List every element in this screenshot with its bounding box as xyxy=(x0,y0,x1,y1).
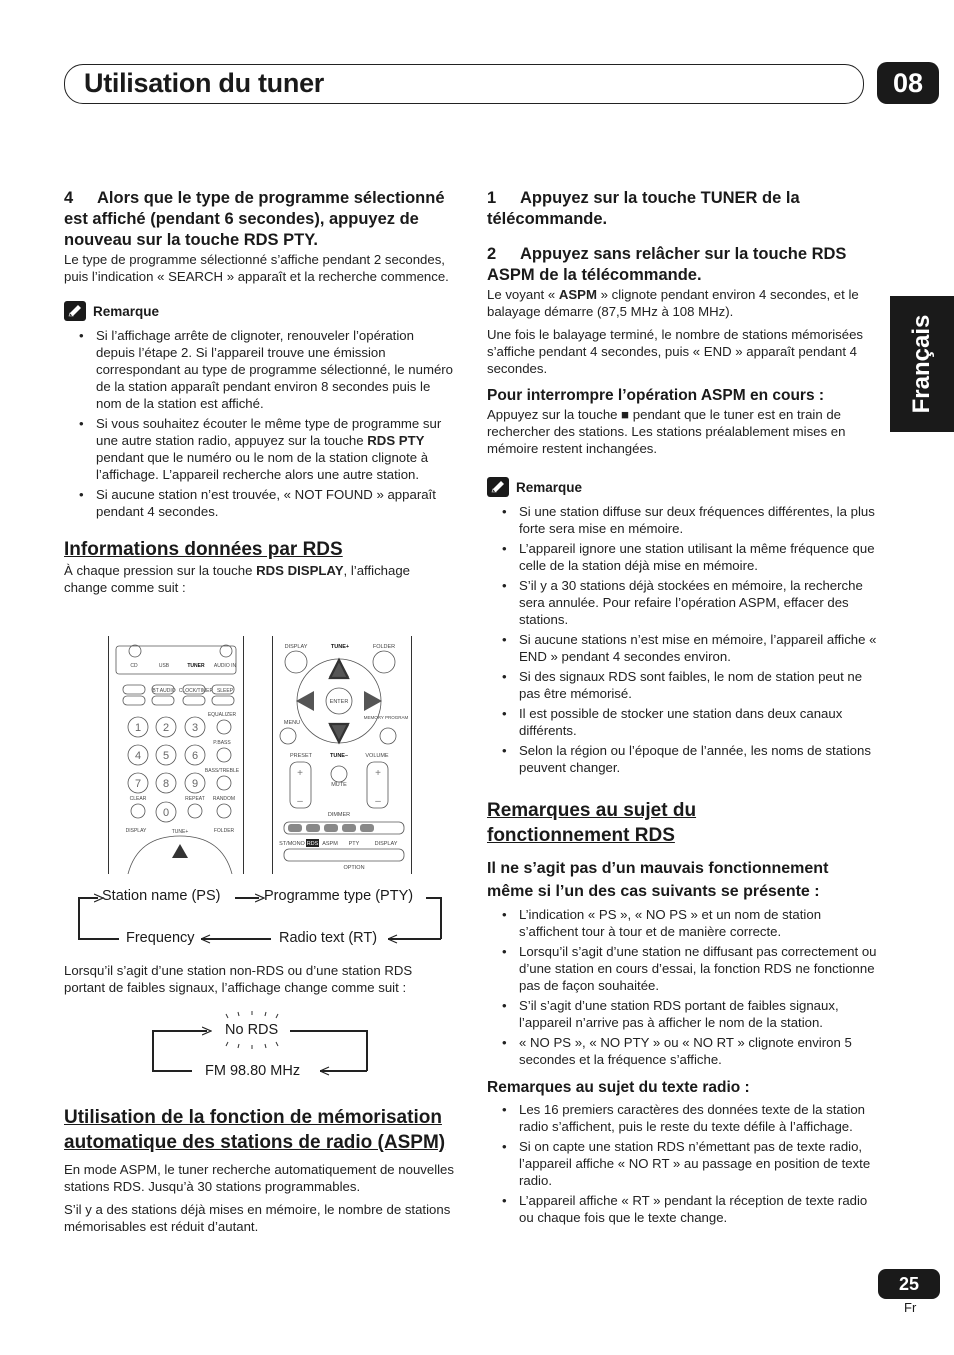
no-rds-label: No RDS xyxy=(225,1022,279,1038)
remote-label: MENU xyxy=(283,720,301,726)
list-item: • Si aucune stations n’est mise en mémoire, l’appareil affiche « END » pendant 4 secondes environ. xyxy=(519,631,879,665)
remote-label: PRESET xyxy=(289,753,313,759)
language-tab xyxy=(890,296,954,432)
remote-label: MEMORY PROGRAM xyxy=(363,715,409,720)
list-item: • Les 16 premiers caractères des données texte de la station radio s’affichent, puis le reste du texte défile à l’affichage. xyxy=(519,1101,879,1135)
step-number: 4 xyxy=(64,189,74,207)
remote-label: TUNER xyxy=(187,663,205,669)
remote-label: FOLDER xyxy=(372,644,396,650)
step-2-body xyxy=(487,286,879,320)
note-heading xyxy=(64,301,456,321)
remote-label: ENTER xyxy=(329,699,349,705)
remote-label: MUTE xyxy=(331,782,347,788)
remote-label: TUNE– xyxy=(329,753,349,759)
remote-label: TUNE+ xyxy=(330,644,350,650)
remote-label: ASPM xyxy=(322,841,338,847)
remote-label: RDS xyxy=(306,841,319,847)
digit-label: 4 xyxy=(134,750,142,762)
note-text: Si l’affichage arrête de clignoter, renouveler l’opération depuis l’étape 2. Si l’appareil trouve une émission correspondant au type de programme sélectionné, le numéro de la station apparaît pendant environ 8 secondes puis le nom de la station est affiché. xyxy=(96,328,454,411)
body-keyword: ASPM xyxy=(558,287,597,302)
remote-label: DISPLAY xyxy=(374,841,398,847)
page-number: 25 xyxy=(878,1269,940,1299)
non-rds-body: Lorsqu’il s’agit d’une station non-RDS ou d’une station RDS portant de faibles signaux, l’affichage change comme suit : xyxy=(64,963,413,995)
remote-label: REPEAT xyxy=(185,796,205,802)
aspm-heading: Utilisation de la fonction de mémorisation automatique des stations de radio (ASPM) xyxy=(64,1107,446,1153)
body-keyword: RDS DISPLAY xyxy=(256,563,344,578)
digit-label: 0 xyxy=(162,807,170,819)
remote-label: TUNE+ xyxy=(171,829,189,835)
body-text: À chaque pression sur la touche xyxy=(64,563,257,578)
step-number: 1 xyxy=(487,189,497,207)
interrupt-heading: Pour interrompre l’opération ASPM en cours : xyxy=(487,387,825,404)
note-keyword: RDS PTY xyxy=(367,433,425,448)
remote-label: BT AUDIO xyxy=(152,688,176,694)
remote-label: DISPLAY xyxy=(125,828,147,834)
page-title: Utilisation du tuner xyxy=(84,68,324,98)
pencil-icon xyxy=(64,301,86,321)
aspm-paragraph: S’il y a des stations déjà mises en mémoire, le nombre de stations mémorisables est réduit d’autant. xyxy=(64,1202,451,1234)
note-text: Si vous souhaitez écouter le même type de programme sur une autre station radio, appuyez sur la touche xyxy=(96,416,442,448)
digit-label: 3 xyxy=(191,722,199,734)
note-text: Si aucune station n’est trouvée, « NOT FOUND » apparaît pendant 4 secondes. xyxy=(96,487,436,519)
rds-info-body xyxy=(64,562,456,596)
remote-label: USB xyxy=(158,663,170,669)
digit-label: 9 xyxy=(191,778,199,790)
svg-text:+: + xyxy=(375,768,381,779)
list-item: • S’il y a 30 stations déjà stockées en mémoire, la recherche sera annulée. Pour refaire l’opération ASPM, effacer des stations. xyxy=(519,577,879,628)
remote-label: ST/MONO xyxy=(279,841,305,847)
remote-label: DISPLAY xyxy=(284,644,308,650)
svg-text:–: – xyxy=(375,796,381,807)
left-column xyxy=(64,188,456,602)
svg-text:–: – xyxy=(297,796,303,807)
chapter-badge: 08 xyxy=(877,62,939,104)
remarks-rds-heading: Remarques au sujet du fonctionnement RDS xyxy=(487,800,697,846)
non-rds-display-diagram xyxy=(150,1008,370,1082)
digit-label: 6 xyxy=(191,750,199,762)
remote-label: P.BASS xyxy=(213,740,231,746)
note-title: Remarque xyxy=(516,479,583,495)
pencil-icon xyxy=(487,477,509,497)
remote-label: DIMMER xyxy=(327,812,351,818)
note-list xyxy=(487,503,879,776)
step-text: Appuyez sans relâcher sur la touche RDS ASPM de la télécommande. xyxy=(487,245,847,284)
digit-label: 7 xyxy=(134,778,142,790)
body-text: Le voyant « xyxy=(487,287,559,302)
list-item: • Si une station diffuse sur deux fréquences différentes, la plus forte sera mise en mémoire. xyxy=(519,503,879,537)
left-arrow-icon xyxy=(296,691,314,711)
aspm-section xyxy=(64,1105,456,1241)
step-4-body: Le type de programme sélectionné s’affiche pendant 2 secondes, puis l’indication « SEARCH » apparaît et la recherche commence. xyxy=(64,252,449,284)
blinking-indicator-icon xyxy=(218,1010,288,1050)
radio-text-list xyxy=(487,1101,879,1226)
step-text: Alors que le type de programme sélectionné est affiché (pendant 6 secondes), appuyez de nouveau sur la touche RDS PTY. xyxy=(64,189,445,249)
interrupt-body: Appuyez sur la touche ■ pendant que le tuner est en train de rechercher des stations. Les stations préalablement mises en mémoire restent inchangées. xyxy=(487,407,846,456)
list-item: • Il est possible de stocker une station dans deux canaux différents. xyxy=(519,705,879,739)
list-item: • Si on capte une station RDS n’émettant pas de texte radio, l’appareil affiche « NO RT » au passage en position de texte radio. xyxy=(519,1138,879,1189)
remote-control-illustration xyxy=(108,636,412,874)
step-1-heading xyxy=(487,188,879,230)
list-item: • Selon la région ou l’époque de l’année, les noms de stations peuvent changer. xyxy=(519,742,879,776)
list-item: • S’il s’agit d’une station RDS portant de faibles signaux, l’appareil n’arrive pas à afficher le nom de la station. xyxy=(519,997,879,1031)
svg-text:+: + xyxy=(297,768,303,779)
note-text: pendant que le numéro ou le nom de la station clignote à l’affichage. L’appareil recherche alors une autre station. xyxy=(96,450,429,482)
digit-label: 1 xyxy=(134,722,142,734)
language-label: Français xyxy=(908,314,935,414)
page-language: Fr xyxy=(904,1300,917,1315)
remote-label: FOLDER xyxy=(213,828,235,834)
list-item: • Lorsqu’il s’agit d’une station ne diffusant pas correctement ou d’une station en cours d’essai, la fonction RDS ne fonctionne pas de façon souhaitée. xyxy=(519,943,879,994)
arrow-right-icon xyxy=(202,1026,212,1036)
step-4-heading xyxy=(64,188,456,251)
body-text: , l’affichage change comme suit : xyxy=(64,563,411,595)
list-item xyxy=(96,486,456,520)
list-item: • L’appareil affiche « RT » pendant la réception de texte radio ou chaque fois que le texte change. xyxy=(519,1192,879,1226)
digit-label: 5 xyxy=(162,750,170,762)
note-heading xyxy=(487,477,879,497)
station-name-label: Station name (PS) xyxy=(102,888,221,904)
list-item: • « NO PS », « NO PTY » ou « NO RT » clignote environ 5 secondes et la fréquence s’affiche. xyxy=(519,1034,879,1068)
remote-label: AUDIO IN xyxy=(213,663,237,669)
aspm-paragraph: En mode ASPM, le tuner recherche automatiquement de nouvelles stations RDS. Jusqu’à 30 stations programmables. xyxy=(64,1162,454,1194)
remote-label: OPTION xyxy=(343,865,365,871)
frequency-label: Frequency xyxy=(126,930,195,946)
remote-label: RANDOM xyxy=(212,796,236,802)
list-item: • L’appareil ignore une station utilisant la même fréquence que celle de la station déjà mise en mémoire. xyxy=(519,540,879,574)
list-item: • Si des signaux RDS sont faibles, le nom de station peut ne pas être mémorisé. xyxy=(519,668,879,702)
rds-display-cycle-diagram xyxy=(64,880,456,950)
remote-label: CLOCK/TIMER xyxy=(178,688,214,694)
right-column xyxy=(487,188,879,1229)
radio-text-heading: Remarques au sujet du texte radio : xyxy=(487,1079,750,1096)
body-text: » clignote pendant environ 4 secondes, et le balayage démarre (87,5 MHz à 108 MHz). xyxy=(487,287,859,319)
digit-label: 2 xyxy=(162,722,170,734)
remarks-list xyxy=(487,906,879,1068)
frequency-value-label: FM 98.80 MHz xyxy=(205,1063,301,1079)
remote-label: VOLUME xyxy=(365,753,389,759)
step-2-body-2: Une fois le balayage terminé, le nombre de stations mémorisées s’affiche pendant 4 secondes, puis « END » apparaît pendant 4 secondes. xyxy=(487,327,864,376)
remote-label: CLEAR xyxy=(129,796,147,802)
remote-label: PTY xyxy=(348,841,360,847)
note-title: Remarque xyxy=(93,303,160,319)
list-item xyxy=(96,415,456,483)
step-text: Appuyez sur la touche TUNER de la télécommande. xyxy=(487,189,800,228)
rds-info-heading: Informations données par RDS xyxy=(64,539,343,560)
right-arrow-icon xyxy=(364,691,382,711)
digit-label: 8 xyxy=(162,778,170,790)
radio-text-label: Radio text (RT) xyxy=(279,930,378,946)
step-2-heading xyxy=(487,244,879,286)
remote-label: EQUALIZER xyxy=(207,712,237,718)
remote-label: BASS/TREBLE xyxy=(204,768,240,774)
note-list xyxy=(64,327,456,520)
remote-label: CD xyxy=(130,663,138,669)
remarks-rds-subheading: Il ne s’agit pas d’un mauvais fonctionnement même si l’un des cas suivants se présente : xyxy=(487,860,829,900)
list-item: • L’indication « PS », « NO PS » et un nom de station s’affichent tour à tour et de manière correcte. xyxy=(519,906,879,940)
programme-type-label: Programme type (PTY) xyxy=(264,888,414,904)
step-number: 2 xyxy=(487,245,497,263)
list-item xyxy=(96,327,456,412)
remote-label: SLEEP xyxy=(216,688,234,694)
